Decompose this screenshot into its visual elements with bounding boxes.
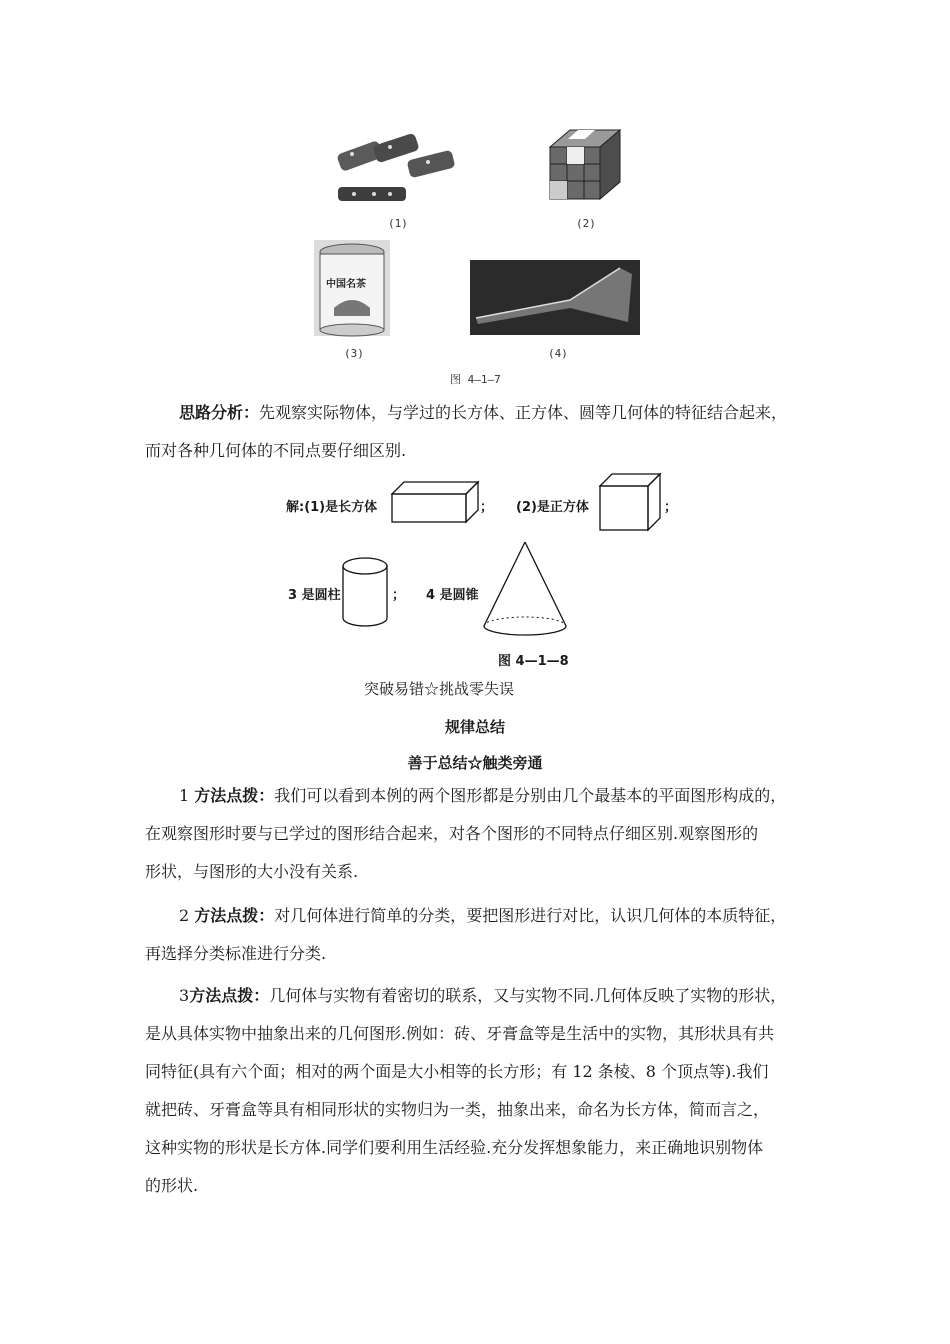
solution-label-1: 解:(1)是长方体 — [286, 500, 378, 515]
cuboid-drawing — [390, 480, 480, 525]
tip-2 — [145, 897, 825, 973]
breakthrough-heading: 突破易错☆挑战零失误 — [363, 680, 514, 698]
cube-drawing — [598, 472, 662, 532]
analysis-paragraph — [145, 394, 825, 470]
tip-3-line-6: 的形状. — [145, 1176, 199, 1195]
caption-2: (2) — [576, 217, 596, 230]
tea-can-text: 中国名茶 — [326, 279, 366, 290]
solution-sep-3: ； — [392, 588, 406, 603]
caption-3: (3) — [344, 347, 364, 360]
tip-3-number: 3 — [179, 986, 190, 1005]
tip-1 — [145, 777, 825, 891]
rules-subtitle: 善于总结☆触类旁通 — [407, 754, 543, 772]
tip-3-label: 方法点拨： — [189, 986, 270, 1005]
tip-3-line-2: 是从具体实物中抽象出来的几何图形.例如：砖、牙膏盒等是生活中的实物，其形状具有共 — [145, 1024, 775, 1043]
analysis-label: 思路分析： — [179, 403, 260, 422]
solution-sep-1: ； — [480, 500, 494, 515]
figure-4-1-7 — [300, 120, 660, 390]
tip-3-line-4: 就把砖、牙膏盒等具有相同形状的实物归为一类，抽象出来，命名为长方体，简而言之， — [145, 1100, 770, 1119]
tip-2-line-2: 再选择分类标准进行分类. — [145, 944, 327, 963]
rules-title: 规律总结 — [444, 718, 505, 736]
solution-label-4: 4 是圆锥 — [426, 588, 479, 603]
analysis-line-2: 而对各种几何体的不同点要仔细区别. — [145, 441, 407, 460]
figure-title-4-1-8: 图 4—1—8 — [498, 654, 569, 669]
figure-title-4-1-7: 图 4—1—7 — [450, 373, 501, 386]
tip-2-number: 2 — [179, 906, 190, 925]
photo-cube — [545, 125, 625, 205]
tip-3 — [145, 977, 825, 1205]
caption-1: (1) — [388, 217, 408, 230]
tip-1-line-1: 我们可以看到本例的两个图形都是分别由几个最基本的平面图形构成的， — [274, 786, 787, 805]
tip-3-line-3: 同特征(具有六个面；相对的两个面是大小相等的长方形；有 12 条棱、8 个顶点等).我们 — [145, 1062, 769, 1081]
photo-funnel — [470, 260, 640, 335]
solution-label-2: (2)是正方体 — [516, 500, 589, 515]
tip-2-label: 方法点拨： — [194, 906, 275, 925]
tip-1-line-3: 形状，与图形的大小没有关系. — [145, 862, 359, 881]
tip-3-line-1: 几何体与实物有着密切的联系，又与实物不同.几何体反映了实物的形状， — [269, 986, 787, 1005]
solution-label-3: 3 是圆柱 — [288, 588, 341, 603]
tip-2-line-1: 对几何体进行简单的分类，要把图形进行对比，认识几何体的本质特征， — [274, 906, 787, 925]
photo-dominoes — [330, 125, 470, 215]
figure-4-1-8 — [280, 478, 680, 678]
caption-4: (4) — [548, 347, 568, 360]
analysis-line-1: 先观察实际物体，与学过的长方体、正方体、圆等几何体的特征结合起来， — [259, 403, 788, 422]
cone-drawing — [480, 540, 570, 640]
tip-3-line-5: 这种实物的形状是长方体.同学们要利用生活经验.充分发挥想象能力，来正确地识别物体 — [145, 1138, 764, 1157]
tip-1-line-2: 在观察图形时要与已学过的图形结合起来，对各个图形的不同特点仔细区别.观察图形的 — [145, 824, 759, 843]
tip-1-number: 1 — [179, 786, 190, 805]
tip-1-label: 方法点拨： — [194, 786, 275, 805]
solution-sep-2: ； — [664, 500, 678, 515]
cylinder-drawing — [340, 556, 390, 628]
